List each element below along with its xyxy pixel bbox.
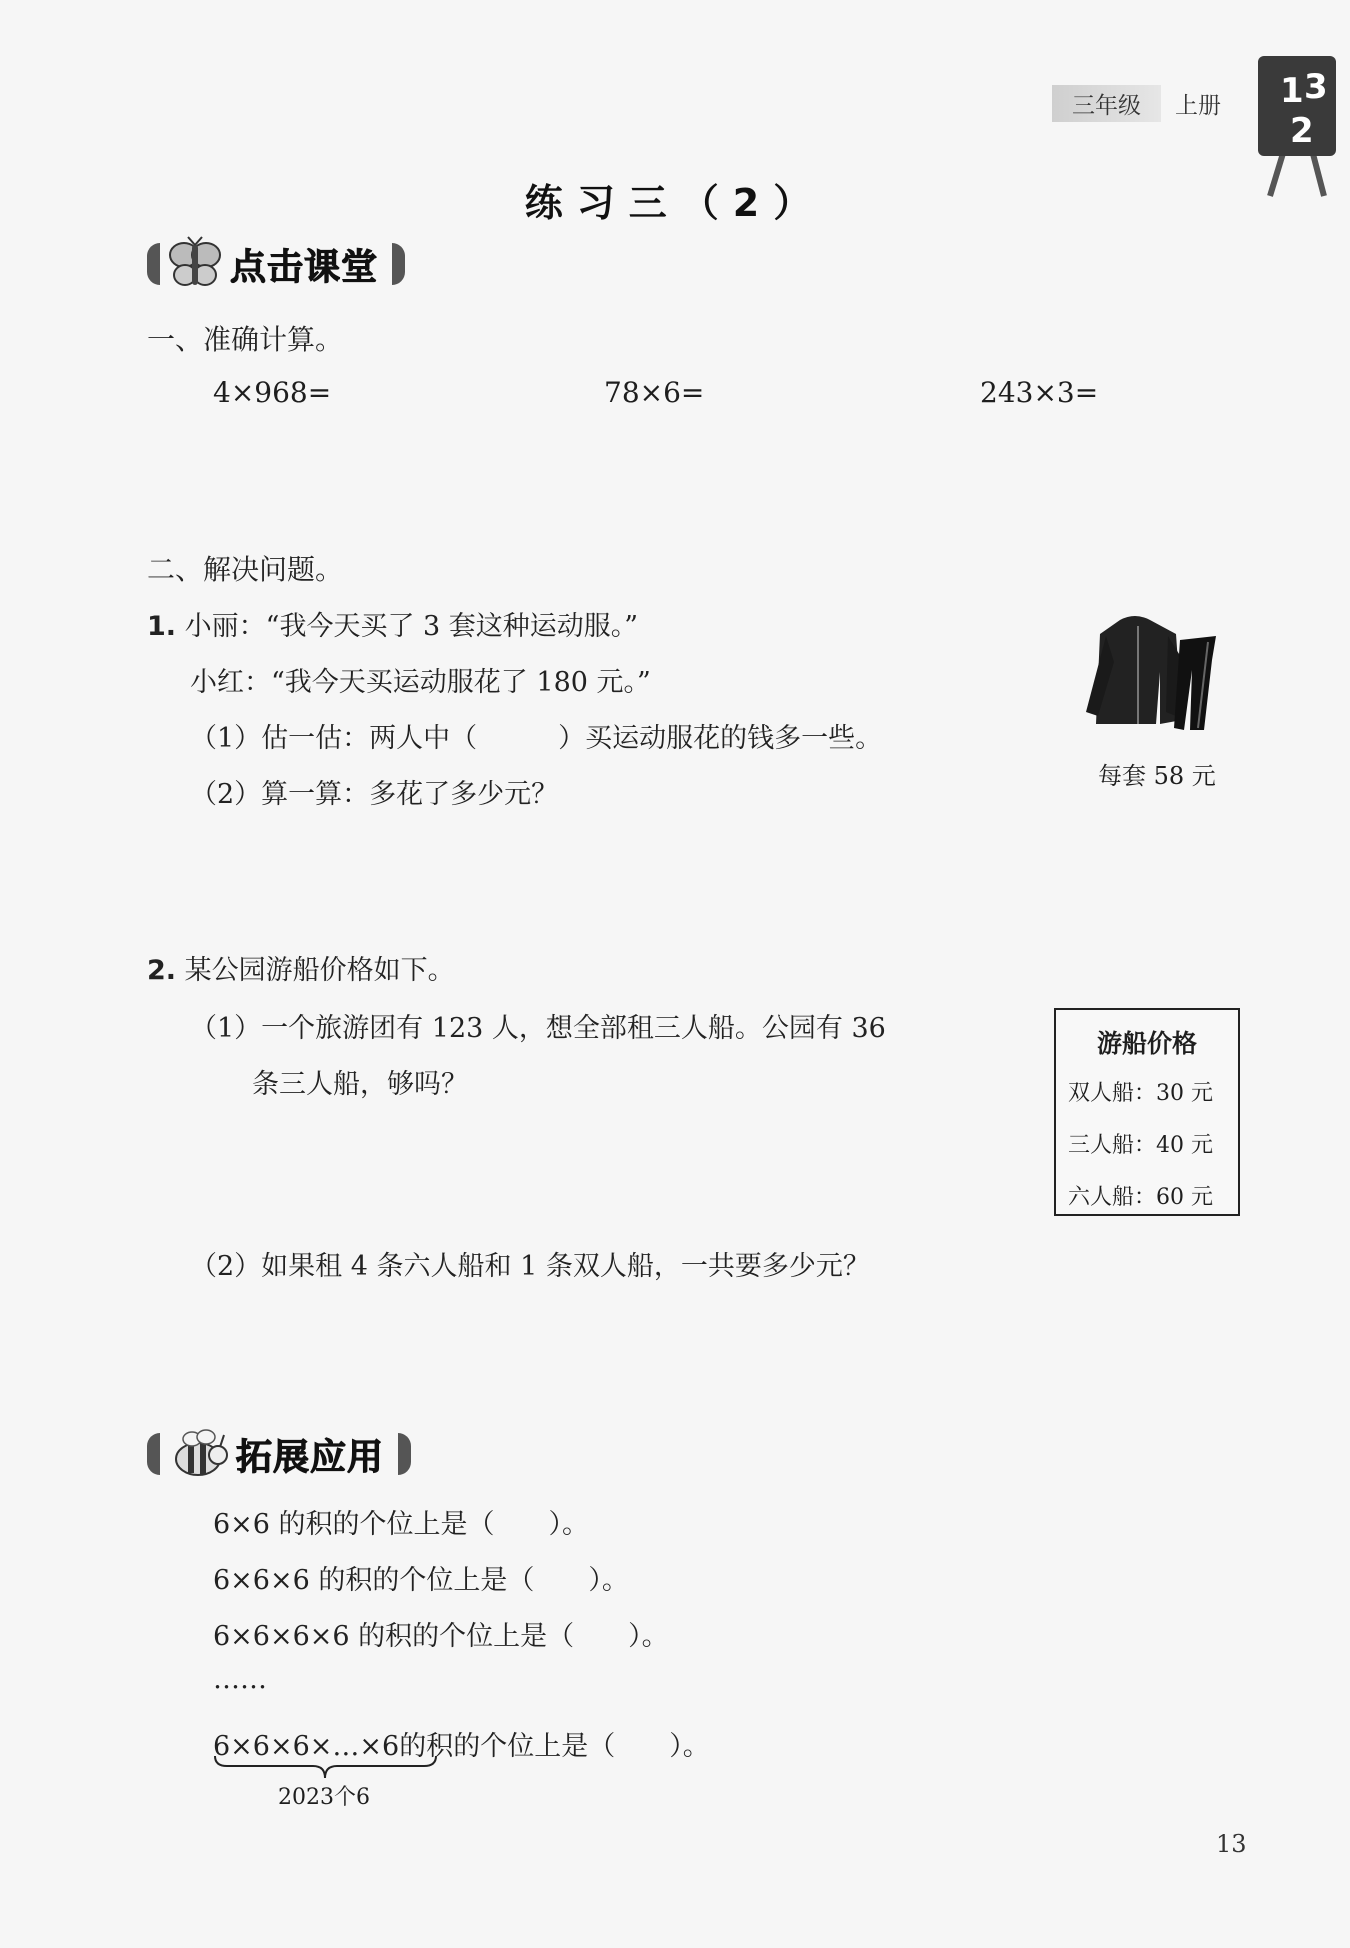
- image-caption: 每套 58 元: [1098, 762, 1216, 790]
- badge-digit-3: 3: [1304, 67, 1328, 107]
- extension-ellipsis: ……: [213, 1664, 267, 1695]
- page-number: 13: [1216, 1830, 1247, 1858]
- boat-price-table: [1054, 1008, 1240, 1216]
- extension-line-3: 6×6×6×6 的积的个位上是（ ）。: [213, 1621, 669, 1652]
- page-title: 练习三（2）: [524, 181, 826, 225]
- brace-label: 2023个6: [278, 1785, 370, 1810]
- bee-icon: [166, 1425, 230, 1483]
- question-1-sub1: （1）估一估：两人中（ ）买运动服花的钱多一些。: [190, 723, 883, 754]
- calc-item-3: 243×3=: [980, 376, 1099, 409]
- extension-line-2: 6×6×6 的积的个位上是（ ）。: [213, 1565, 629, 1596]
- price-row-triple: 三人船：40 元: [1068, 1133, 1213, 1158]
- question-1: [147, 604, 638, 643]
- calc-item-2: 78×6=: [604, 376, 705, 409]
- question-1-sub2: （2）算一算：多花了多少元？: [190, 779, 559, 810]
- heading-problems: 二、解决问题。: [147, 553, 344, 586]
- question-line: 小丽：“我今天买了 3 套这种运动服。”: [184, 611, 639, 642]
- question-2-sub1-line1: （1）一个旅游团有 123 人，想全部租三人船。公园有 36: [190, 1013, 886, 1044]
- final-expression: 6×6×6×…×6: [213, 1731, 400, 1762]
- butterfly-icon: [166, 235, 224, 293]
- question-1-line2: 小红：“我今天买运动服花了 180 元。”: [190, 667, 651, 698]
- tracksuit-image: [1080, 612, 1220, 732]
- banner-title: 点击课堂: [230, 246, 379, 288]
- badge-digit-1: 1: [1280, 71, 1304, 111]
- question-line: 某公园游船价格如下。: [184, 955, 455, 986]
- heading-calculation: 一、准确计算。: [147, 323, 344, 356]
- grade-label: [1052, 86, 1221, 120]
- underbrace: [213, 1752, 438, 1782]
- section-banner-extension: [147, 1424, 411, 1484]
- grade-text: 三年级: [1052, 85, 1161, 122]
- price-row-six: 六人船：60 元: [1068, 1185, 1213, 1210]
- question-number: 1.: [147, 611, 177, 642]
- price-table-title: 游船价格: [1096, 1029, 1197, 1058]
- final-suffix: 的积的个位上是（ ）。: [399, 1731, 710, 1762]
- question-2-sub2: （2）如果租 4 条六人船和 1 条双人船，一共要多少元？: [190, 1251, 870, 1282]
- badge-digit-2: 2: [1290, 111, 1314, 151]
- section-banner-classroom: [147, 234, 405, 294]
- price-row-double: 双人船：30 元: [1068, 1081, 1213, 1106]
- question-2-sub1-line2: 条三人船，够吗？: [252, 1069, 468, 1100]
- question-2: [147, 948, 455, 987]
- calc-item-1: 4×968=: [213, 376, 332, 409]
- extension-line-1: 6×6 的积的个位上是（ ）。: [213, 1509, 590, 1540]
- banner-title: 拓展应用: [236, 1436, 385, 1478]
- question-number: 2.: [147, 955, 177, 986]
- volume-text: 上册: [1175, 92, 1221, 119]
